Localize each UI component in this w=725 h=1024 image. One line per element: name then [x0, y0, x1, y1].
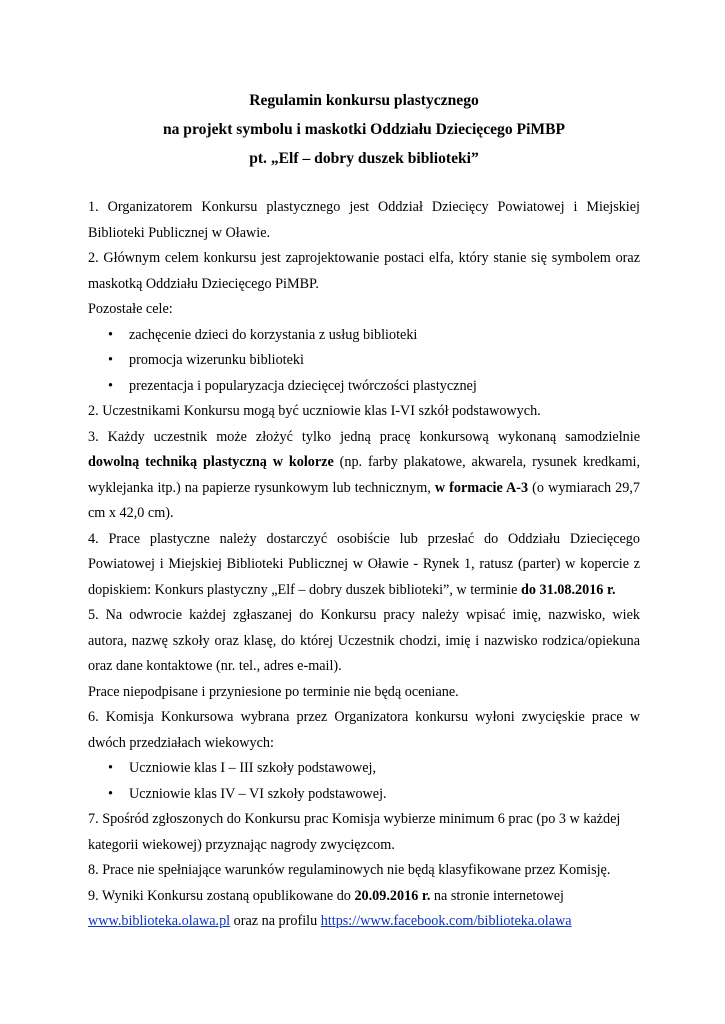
document-title: [88, 86, 640, 173]
paragraph-1: 1. Organizatorem Konkursu plastycznego jest Oddział Dziecięcy Powiatowej i Miejskiej Biblioteki Publicznej w Oławie.: [88, 199, 640, 241]
age-group-item-text: Uczniowie klas IV – VI szkoły podstawowej.: [129, 785, 387, 802]
bullet-icon: •: [108, 352, 113, 368]
paragraph-6: 6. Komisja Konkursowa wybrana przez Organizatora konkursu wyłoni zwycięskie prace w dwóch przedziałach wiekowych:: [88, 709, 640, 751]
paragraph-4: [88, 527, 640, 604]
goal-item: [88, 374, 640, 400]
p9-text-a: 9. Wyniki Konkursu zostaną opublikowane do: [88, 887, 355, 904]
paragraph-2: 2. Głównym celem konkursu jest zaprojektowanie postaci elfa, który stanie się symbolem oraz maskotką Oddziału Dziecięcego PiMBP.: [88, 250, 640, 292]
paragraph-9-links: [88, 909, 640, 935]
bullet-icon: •: [108, 377, 113, 394]
age-group-item: [88, 756, 640, 782]
p9-text-c: na stronie internetowej: [430, 887, 564, 904]
goal-item-text: prezentacja i popularyzacja dziecięcej twórczości plastycznej: [129, 377, 477, 394]
bullet-icon: •: [108, 760, 113, 776]
p3-bold-technique: dowolną techniką plastyczną w kolorze: [88, 454, 334, 470]
goal-item: [88, 348, 640, 374]
bullet-icon: •: [108, 326, 113, 343]
paragraph-5: 5. Na odwrocie każdej zgłaszanej do Konkursu pracy należy wpisać imię, nazwisko, wiek autora, nazwę szkoły oraz klasę, do której Uczestnik chodzi, imię i nazwisko rodzica/opiekuna oraz dane kontaktowe (nr. tel., adres e-mail).: [88, 607, 640, 674]
age-group-item: [88, 782, 640, 808]
goal-item-text: zachęcenie dzieci do korzystania z usług biblioteki: [129, 326, 418, 343]
goal-item-text: promocja wizerunku biblioteki: [129, 352, 304, 368]
p9-text-d: oraz na profilu: [230, 913, 321, 929]
title-line-2: na projekt symbolu i maskotki Oddziału Dziecięcego PiMBP: [162, 121, 566, 138]
p3-text-a: 3. Każdy uczestnik może złożyć tylko jedną pracę konkursową wykonaną samodzielnie: [88, 428, 640, 445]
paragraph-participants: 2. Uczestnikami Konkursu mogą być uczniowie klas I-VI szkół podstawowych.: [88, 403, 541, 419]
age-group-item-text: Uczniowie klas I – III szkoły podstawowej,: [129, 760, 377, 776]
other-goals-label: Pozostałe cele:: [88, 301, 173, 317]
paragraph-8: 8. Prace nie spełniające warunków regulaminowych nie będą klasyfikowane przez Komisję.: [88, 862, 611, 878]
website-link[interactable]: www.biblioteka.olawa.pl: [88, 913, 231, 929]
p3-text-e: (o wymiarach 29,7 cm x 42,0 cm).: [88, 479, 641, 521]
paragraph-9: [88, 884, 640, 910]
paragraph-7: 7. Spośród zgłoszonych do Konkursu prac Komisja wybierze minimum 6 prac (po 3 w każdej kategorii wiekowej) przyznając nagrody zwycięzcom.: [88, 811, 621, 853]
paragraph-5b: Prace niepodpisane i przyniesione po terminie nie będą oceniane.: [88, 683, 459, 700]
p3-bold-format: w formacie A-3: [434, 479, 529, 496]
p3-text-c: (np. farby plakatowe, akwarela, rysunek kredkami, wyklejanka itp.) na papierze rysunkowym lub technicznym,: [88, 454, 641, 496]
paragraph-3: [88, 425, 640, 527]
document-page: [88, 86, 640, 935]
p9-bold-date: 20.09.2016 r.: [354, 887, 431, 904]
p4-bold-deadline: do 31.08.2016 r.: [521, 581, 616, 598]
goal-item: [88, 323, 640, 349]
facebook-link[interactable]: https://www.facebook.com/biblioteka.olawa: [320, 913, 572, 929]
title-line-3: pt. „Elf – dobry duszek biblioteki”: [249, 150, 479, 167]
title-line-1: Regulamin konkursu plastycznego: [249, 92, 479, 109]
bullet-icon: •: [108, 785, 113, 802]
p4-text-a: 4. Prace plastyczne należy dostarczyć osobiście lub przesłać do Oddziału Dziecięcego Powiatowej i Miejskiej Biblioteki Publicznej w Oławie - Rynek 1, ratusz (parter) w kopercie z dopiskiem: Konkurs plastyczny „Elf – dobry duszek biblioteki”, w terminie: [88, 530, 640, 598]
